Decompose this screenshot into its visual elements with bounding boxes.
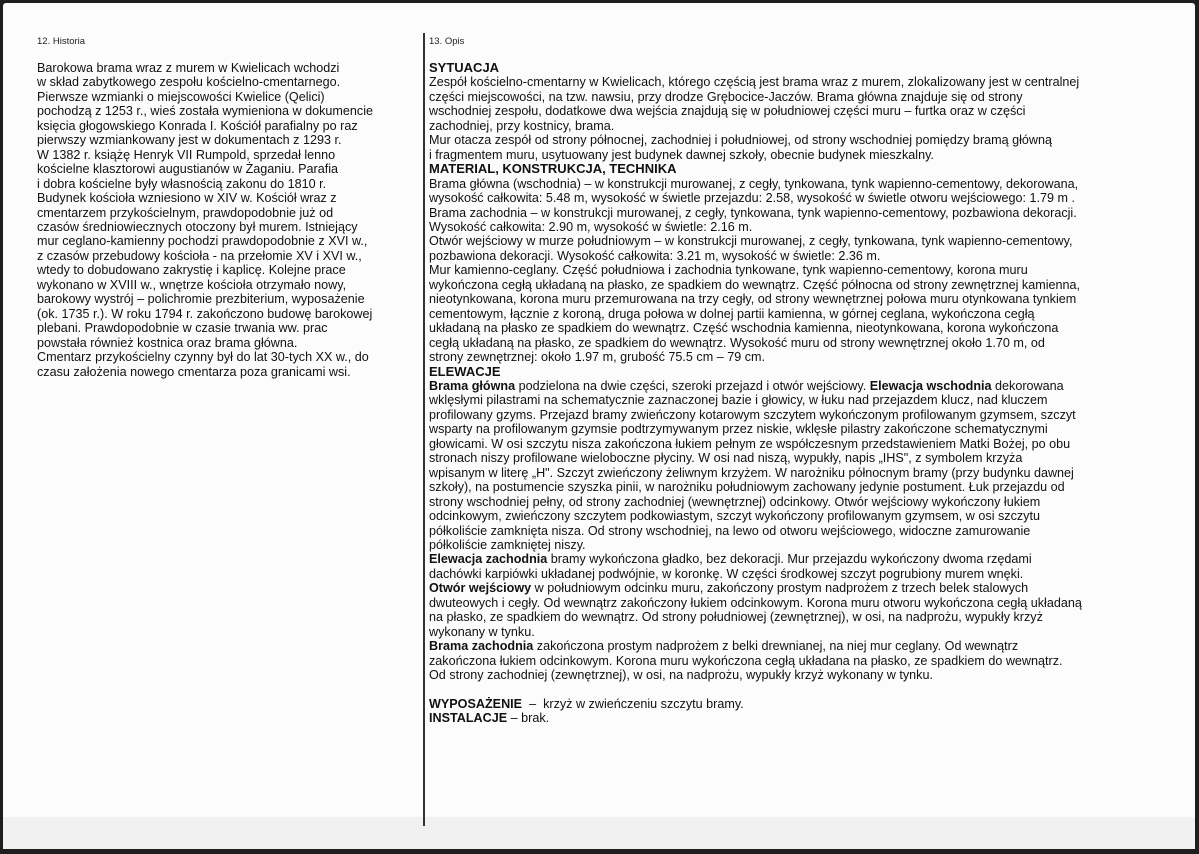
text-line: z czasów przebudowy kościoła - na przełomie XV i XVI w., [37, 248, 362, 263]
text-line: na płasko, ze spadkiem do wewnątrz. Od strony południowej (zewnętrznej), w osi, na nadprożu, wypukły krzyż [429, 610, 1043, 625]
text-line: barokowy wystrój – polichromie prezbiterium, wyposażenie [37, 292, 365, 307]
heading-instalacje: INSTALACJE [429, 711, 508, 726]
text-line: szkoły), na postumencie szyszka pinii, w narożniku południowym zachowany jedynie postument. Łuk przejazdu od [429, 480, 1065, 495]
text-line: pochodzą z 1253 r., wieś została wymieniona w dokumencie [37, 104, 374, 119]
text-run: zakończona prostym nadprożem z belki drewnianej, na niej mur ceglany. Od wewnątrz [533, 639, 1019, 654]
text-line: czasu założenia nowego cmentarza poza granicami wsi. [37, 364, 351, 379]
text-line: (ok. 1735 r.). W roku 1794 r. zakończono budowę barokowej [37, 306, 373, 321]
text-line: części miejscowości, na tzw. nawsiu, przy drodze Grębocice-Jaczów. Brama główna znajduje się od strony [429, 89, 1023, 104]
heading-elewacje: ELEWACJE [429, 363, 501, 379]
text-line: wysokość całkowita: 5.48 m, wysokość w świetle przejazdu: 2.58, wysokość w świetle otworu wejściowego: 1.79 m . [429, 191, 1076, 206]
text-line: dwuteowych i cegły. Od wewnątrz zakończony łukiem odcinkowym. Korona muru otworu wykończona cegłą układaną [429, 595, 1082, 610]
wyposazenie-line [429, 697, 1189, 711]
opis-column [429, 36, 1189, 726]
text-line: i dobra kościelne były własnością zakonu do 1810 r. [37, 176, 327, 191]
text-line: półkoliście zamknięta nisza. Od strony wschodniej, na lewo od otworu wejściowego, widoczne zamurowanie [429, 523, 1031, 538]
text-line: powstała również kostnica oraz brama główna. [37, 335, 298, 350]
text-line: wsparty na profilowanym gzymsie podtrzymywanym przez niskie, wklęsłe pilastry zakończone schematycznymi [429, 422, 1048, 437]
text-line: Wysokość całkowita: 2.90 m, wysokość w świetle: 2.16 m. [429, 219, 753, 234]
text-line: i fragmentem muru, usytuowany jest budynek dawnej szkoły, obecnie budynek mieszkalny. [429, 147, 934, 162]
text-line [429, 581, 1189, 595]
text-line: układaną na płasko ze spadkiem do wewnątrz. Część wschodnia kamienna, nieotynkowana, korona wykończona [429, 321, 1059, 336]
text-line: Mur otacza zespół od strony północnej, zachodniej i południowej, od strony wschodniej pomiędzy bramą główną [429, 133, 1053, 148]
bold-term: Brama główna [429, 378, 516, 393]
text-line: czasów średniowiecznych otoczony był murem. Istniejący [37, 219, 358, 234]
text-line: Brama zachodnia – w konstrukcji murowanej, z cegły, tynkowana, tynk wapienno-cementowy, pozbawiona dekoracji. [429, 205, 1077, 220]
text-line: strony wschodniej pełny, od strony zachodniej (wewnętrznej) odcinkowy. Otwór wejściowy wykończony łukiem [429, 494, 1041, 509]
text-line: Pierwsze wzmianki o miejscowości Kwielice (Qelici) [37, 89, 325, 104]
text-line: Barokowa brama wraz z murem w Kwielicach wchodzi [37, 61, 340, 75]
opis-section-label: 13. Opis [429, 36, 465, 47]
text-line [429, 552, 1189, 566]
text-line: Otwór wejściowy w murze południowym – w konstrukcji murowanej, z cegły, tynkowana, tynk wapienno-cementowy, [429, 234, 1073, 249]
text-run: bramy wykończona gładko, bez dekoracji. Mur przejazdu wykończony dwoma rzędami [547, 552, 1032, 567]
bold-term: Elewacja zachodnia [429, 552, 548, 567]
text-line: Zespół kościelno-cmentarny w Kwielicach, którego częścią jest brama wraz z murem, zlokalizowany jest w centralnej [429, 75, 1080, 90]
text-line: pierwszy wzmiankowany jest w dokumentach z 1293 r. [37, 133, 342, 148]
text-line: Cmentarz przykościelny czynny był do lat 30-tych XX w., do [37, 350, 369, 365]
text-line: zakończona łukiem odcinkowym. Korona muru wykończona cegłą układana na płasko, ze spadkiem do wewnątrz. [429, 653, 1063, 668]
document-page [3, 3, 1195, 849]
heading-wyposazenie: WYPOSAŻENIE [429, 696, 523, 711]
text-line [429, 379, 1189, 393]
historia-section-label: 12. Historia [37, 36, 86, 47]
text-run: – krzyż w zwieńczeniu szczytu bramy. [522, 696, 744, 711]
text-line: profilowany gzyms. Przejazd bramy zwieńczony kotarowym szczytem wykończonym profilowanym gzymsem, szczyt [429, 407, 1076, 422]
heading-material: MATERIAL, KONSTRUKCJA, TECHNIKA [429, 161, 677, 177]
text-line: cegłą układaną na płasko, ze spadkiem do wewnątrz. Wysokość muru od strony wewnętrznej około 1.70 m, od [429, 335, 1045, 350]
text-line: dachówki karpiówki układanej podwójnie, w koronkę. W części środkowej szczyt pogrubiony murem wnęki. [429, 566, 1024, 581]
text-line: pozbawiona dekoracji. Wysokość całkowita: 3.21 m, wysokość w świetle: 2.36 m. [429, 248, 881, 263]
text-line: zachodniej, przy kostnicy, brama. [429, 118, 615, 133]
text-line: wklęsłymi pilastrami na schematycznie zaznaczonej bazie i głowicy, w łuku nad przejazdem klucz, nad kluczem [429, 393, 1048, 408]
text-line: wykonano w XVIII w., wnętrze kościoła otrzymało nowy, [37, 277, 347, 292]
historia-text [37, 61, 409, 379]
text-line: Mur kamienno-ceglany. Część południowa i zachodnia tynkowane, tynk wapienno-cementowy, korona muru [429, 263, 1028, 278]
text-line: Od strony zachodniej (zewnętrznej), w osi, na nadprożu, wypukły krzyż wykonany w tynku. [429, 668, 933, 683]
text-line: Budynek kościoła wzniesiono w XIV w. Kościół wraz z [37, 191, 337, 206]
text-line: nieotynkowana, korona muru przemurowana na trzy cegły, od strony wewnętrznej połowa muru otynkowana tynkiem [429, 292, 1077, 307]
column-divider [423, 33, 425, 826]
text-run: podzielona na dwie części, szeroki przejazd i otwór wejściowy. [515, 378, 870, 393]
bold-term: Elewacja wschodnia [869, 378, 992, 393]
text-line: w skład zabytkowego zespołu kościelno-cmentarnego. [37, 75, 341, 90]
text-line: głowicami. W osi szczytu nisza zakończona łukiem pełnym ze współczesnym przedstawieniem Matki Bożej, po obu [429, 436, 1071, 451]
heading-sytuacja: SYTUACJA [429, 60, 500, 75]
bold-term: Brama zachodnia [429, 639, 534, 654]
page-bottom-margin [3, 817, 1195, 849]
text-line: W 1382 r. książę Henryk VII Rumpold, sprzedał lenno [37, 147, 336, 162]
text-line: wschodniej zespołu, dodatkowe dwa wejścia znajdują się w południowej części muru – furtka oraz w części [429, 104, 1026, 119]
text-line: stronach niszy profilowane wieloboczne płyciny. W osi nad niszą, wypukły, napis „IHS", z symbolem krzyża [429, 451, 1023, 466]
opis-text [429, 61, 1189, 726]
bold-term: Otwór wejściowy [429, 581, 532, 596]
text-line: plebani. Prawdopodobnie w czasie trwania ww. prac [37, 321, 328, 336]
text-line: wykonany w tynku. [429, 624, 535, 639]
text-line: odcinkowym, zwieńczony szczytem podkowiastym, szczyt wykończony profilowanym gzymsem, w osi szczytu [429, 509, 1040, 524]
text-run: dekorowana [991, 378, 1064, 393]
text-line: wtedy to dobudowano zakrystię i kaplicę. Kolejne prace [37, 263, 346, 278]
spacer [429, 682, 1189, 696]
text-line: strony zewnętrznej: około 1.97 m, grubość 75.5 cm – 79 cm. [429, 350, 765, 365]
text-line: mur ceglano-kamienny pochodzi prawdopodobnie z XVI w., [37, 234, 368, 249]
text-line: kościelne klasztorowi augustianów w Żaganiu. Parafia [37, 162, 339, 177]
historia-column [37, 36, 409, 379]
text-line: wpisanym w literę „H". Szczyt zwieńczony żeliwnym krzyżem. W narożniku północnym bramy (przy budynku dawnej [429, 465, 1074, 480]
text-line [429, 639, 1189, 653]
instalacje-line [429, 711, 1189, 725]
text-line: cementowym, łącznie z koroną, druga połowa w dolnej partii kamienna, w górnej ceglana, wykończona cegłą [429, 306, 1035, 321]
text-run: – brak. [507, 711, 550, 726]
text-line: wykończona cegłą układaną na płasko, ze spadkiem do wewnątrz. Część północna od strony zewnętrznej kamienna, [429, 277, 1081, 292]
text-line: półkoliście zamkniętej niszy. [429, 537, 586, 552]
text-line: księcia głogowskiego Konrada I. Kościół parafialny po raz [37, 118, 358, 133]
text-line: Brama główna (wschodnia) – w konstrukcji murowanej, z cegły, tynkowana, tynk wapienno-cementowy, dekorowana, [429, 176, 1079, 191]
text-run: w południowym odcinku muru, zakończony prostym nadprożem z trzech belek stalowych [531, 581, 1029, 596]
text-line: cmentarzem przykościelnym, prawdopodobnie już od [37, 205, 334, 220]
